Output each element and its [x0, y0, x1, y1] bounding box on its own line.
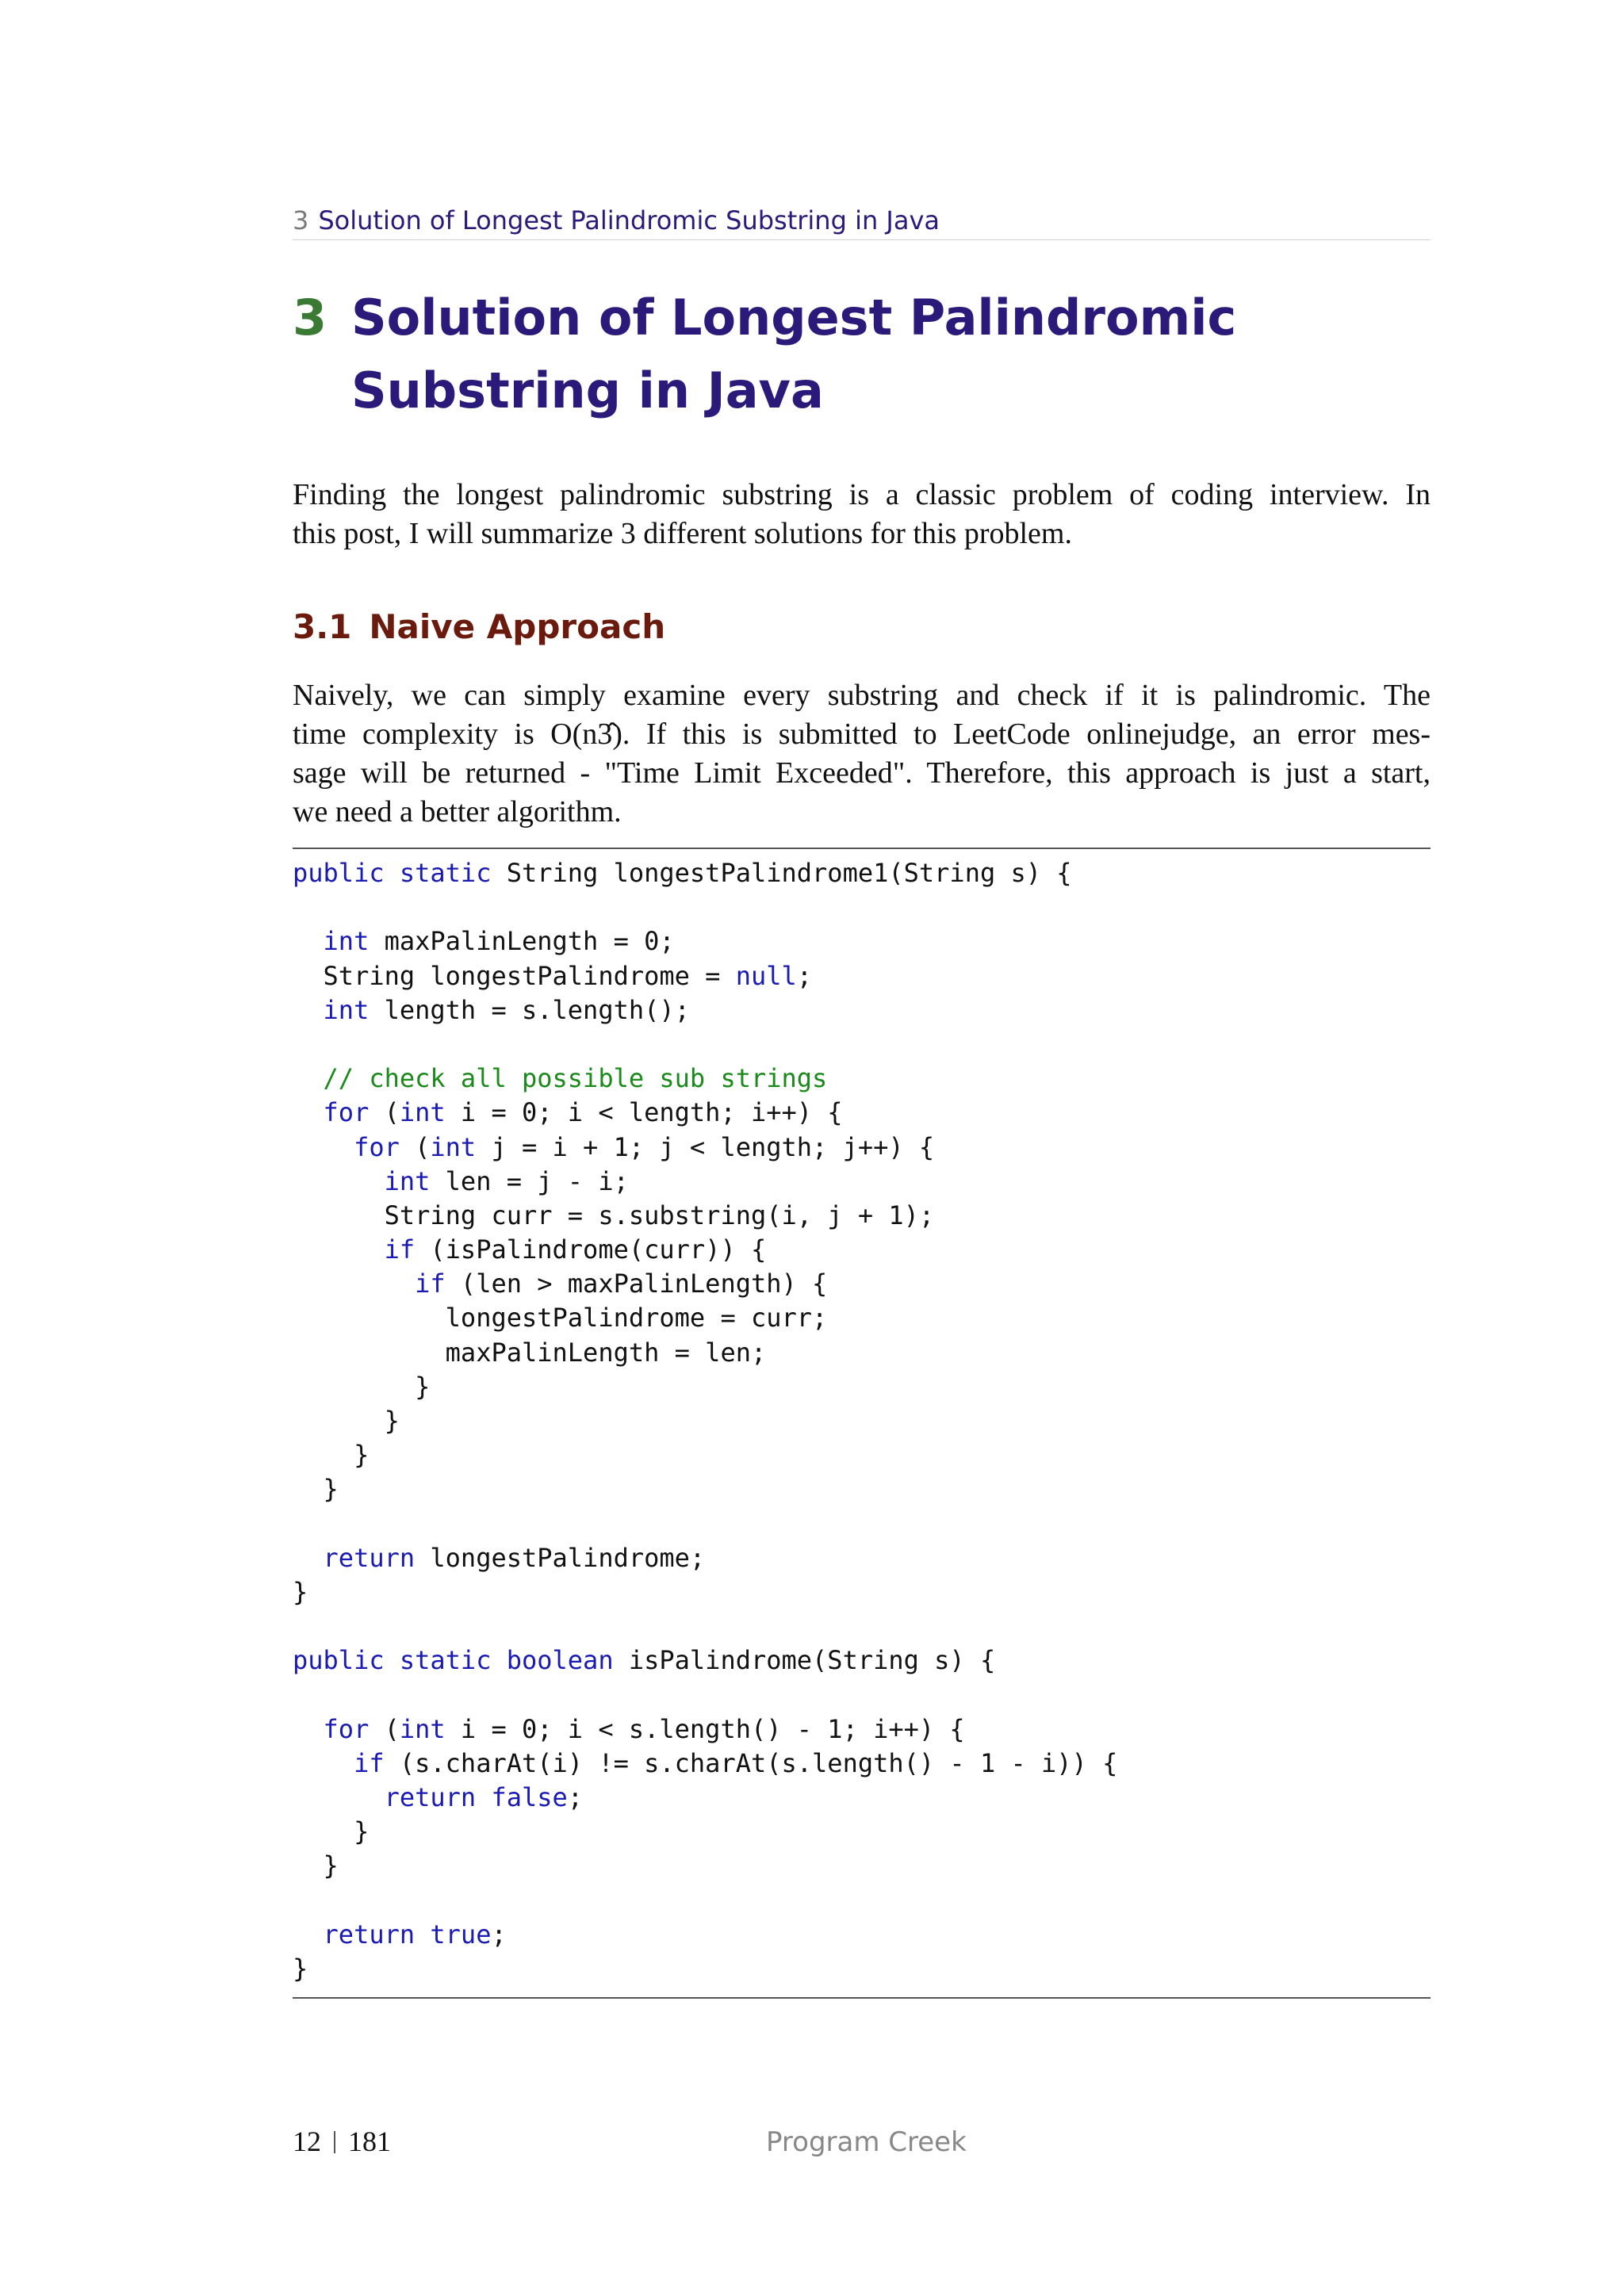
code-line — [293, 1301, 1431, 1335]
code-text: } — [293, 1954, 308, 1984]
running-header-number: 3 — [293, 205, 309, 235]
code-keyword: int — [399, 1097, 446, 1128]
code-line — [293, 1712, 1431, 1747]
code-text: } — [293, 1816, 370, 1847]
code-line — [293, 993, 1431, 1027]
code-line — [293, 1062, 1431, 1096]
code-line — [293, 1027, 1431, 1062]
running-header — [293, 203, 1431, 240]
code-line — [293, 1233, 1431, 1267]
code-text — [293, 1269, 415, 1299]
code-text: j = i + 1; j < length; j++) { — [476, 1131, 935, 1162]
code-bottom-rule — [293, 1997, 1431, 1999]
code-line — [293, 1199, 1431, 1233]
code-keyword: public static — [293, 858, 492, 888]
code-keyword: int — [384, 1165, 431, 1196]
code-text: } — [293, 1406, 400, 1436]
code-listing — [293, 856, 1431, 1986]
code-keyword: int — [430, 1131, 477, 1162]
code-line — [293, 1165, 1431, 1199]
section-heading — [293, 605, 665, 649]
code-text: ; — [567, 1782, 584, 1813]
code-keyword: null — [735, 960, 797, 991]
code-text: } — [293, 1474, 339, 1505]
code-keyword: return false — [384, 1782, 568, 1813]
code-comment: // check all possible sub strings — [323, 1063, 828, 1094]
paragraph-line: time complexity is O(n3̂). If this is submitted to LeetCode onlinejudge, an error mes- — [293, 718, 1431, 751]
code-keyword: int — [323, 994, 370, 1025]
code-line — [293, 1918, 1431, 1952]
code-line — [293, 1507, 1431, 1541]
code-text: (len > maxPalinLength) { — [445, 1269, 828, 1299]
code-text: } — [293, 1371, 431, 1402]
code-text — [293, 1132, 354, 1162]
chapter-heading — [293, 281, 1431, 427]
intro-line: this post, I will summarize 3 different solutions for this problem. — [293, 517, 1072, 550]
paragraph-line: we need a better algorithm. — [293, 795, 622, 828]
code-text: ; — [796, 960, 813, 991]
intro-paragraph — [293, 476, 1431, 553]
code-text: length = s.length(); — [369, 994, 690, 1025]
code-line — [293, 1747, 1431, 1781]
page-current: 12 — [293, 2126, 321, 2157]
paragraph-line: Naively, we can simply examine every substring and check if it is palindromic. The — [293, 679, 1431, 712]
paragraph-line: sage will be returned - "Time Limit Exceeded". Therefore, this approach is just a start, — [293, 756, 1431, 790]
code-line — [293, 1370, 1431, 1404]
code-line — [293, 924, 1431, 959]
code-keyword: int — [399, 1713, 446, 1744]
code-text — [293, 1166, 385, 1196]
code-text: (s.charAt(i) != s.charAt(s.length() - 1 - i)) { — [384, 1747, 1118, 1778]
code-line — [293, 1404, 1431, 1438]
code-line — [293, 1644, 1431, 1678]
code-text: maxPalinLength = len; — [293, 1337, 767, 1368]
section-title: Naive Approach — [369, 607, 666, 646]
code-text: } — [293, 1440, 370, 1471]
intro-line: Finding the longest palindromic substring is a classic problem of coding interview. In — [293, 478, 1431, 511]
code-text — [293, 1919, 324, 1950]
code-text: maxPalinLength = 0; — [369, 926, 675, 957]
code-text: String longestPalindrome = — [293, 960, 736, 991]
code-text: i = 0; i < length; i++) { — [445, 1097, 843, 1128]
code-keyword: return true — [323, 1919, 492, 1950]
code-line — [293, 1609, 1431, 1644]
code-line — [293, 1438, 1431, 1472]
section-number: 3.1 — [293, 607, 352, 646]
running-header-title: Solution of Longest Palindromic Substring in Java — [318, 205, 940, 235]
code-line — [293, 1096, 1431, 1130]
code-line — [293, 1815, 1431, 1849]
code-text: ( — [399, 1131, 431, 1162]
code-line — [293, 1541, 1431, 1575]
code-line — [293, 890, 1431, 924]
code-text — [293, 1543, 324, 1573]
code-text: i = 0; i < s.length() - 1; i++) { — [445, 1713, 965, 1744]
code-keyword: public static boolean — [293, 1645, 614, 1676]
page-total: 181 — [348, 2126, 391, 2157]
code-line — [293, 1849, 1431, 1883]
code-text: ( — [369, 1713, 400, 1744]
code-line — [293, 1781, 1431, 1815]
code-line — [293, 1678, 1431, 1712]
code-text — [293, 1063, 324, 1093]
code-keyword: if — [415, 1269, 446, 1299]
code-text: } — [293, 1576, 308, 1607]
code-keyword: for — [323, 1713, 370, 1744]
code-keyword: if — [354, 1747, 385, 1778]
code-text — [293, 926, 324, 956]
code-line — [293, 1267, 1431, 1301]
code-text: longestPalindrome = curr; — [293, 1303, 828, 1334]
code-keyword: if — [384, 1234, 416, 1265]
code-text — [293, 1234, 385, 1265]
code-text — [293, 1748, 354, 1778]
page-number — [293, 2124, 391, 2159]
code-keyword: int — [323, 926, 370, 957]
code-top-rule — [293, 848, 1431, 849]
code-text: longestPalindrome; — [415, 1542, 706, 1573]
footer-publisher: Program Creek — [766, 2126, 967, 2158]
code-text: ; — [491, 1919, 507, 1950]
code-line — [293, 1131, 1431, 1165]
code-line — [293, 1472, 1431, 1506]
code-line — [293, 959, 1431, 993]
code-text: String longestPalindrome1(String s) { — [491, 858, 1072, 888]
page-separator — [334, 2131, 335, 2153]
chapter-title: Solution of Longest Palindromic Substring in Java — [351, 289, 1237, 419]
code-text — [293, 1714, 324, 1744]
code-keyword: return — [323, 1542, 416, 1573]
chapter-number: 3 — [293, 289, 327, 346]
code-text: isPalindrome(String s) { — [613, 1645, 996, 1676]
code-line — [293, 1952, 1431, 1986]
code-text — [293, 1782, 385, 1812]
code-text: (isPalindrome(curr)) { — [415, 1234, 767, 1265]
code-line — [293, 1336, 1431, 1370]
code-keyword: for — [354, 1131, 400, 1162]
code-text: len = j - i; — [430, 1165, 629, 1196]
code-text: } — [293, 1850, 339, 1881]
code-text: ( — [369, 1097, 400, 1128]
code-text — [293, 995, 324, 1025]
code-line — [293, 1884, 1431, 1918]
code-text: String curr = s.substring(i, j + 1); — [293, 1200, 935, 1230]
code-line — [293, 1575, 1431, 1609]
code-text — [293, 1097, 324, 1127]
code-keyword: for — [323, 1097, 370, 1128]
code-line — [293, 856, 1431, 890]
naive-approach-paragraph — [293, 676, 1431, 832]
